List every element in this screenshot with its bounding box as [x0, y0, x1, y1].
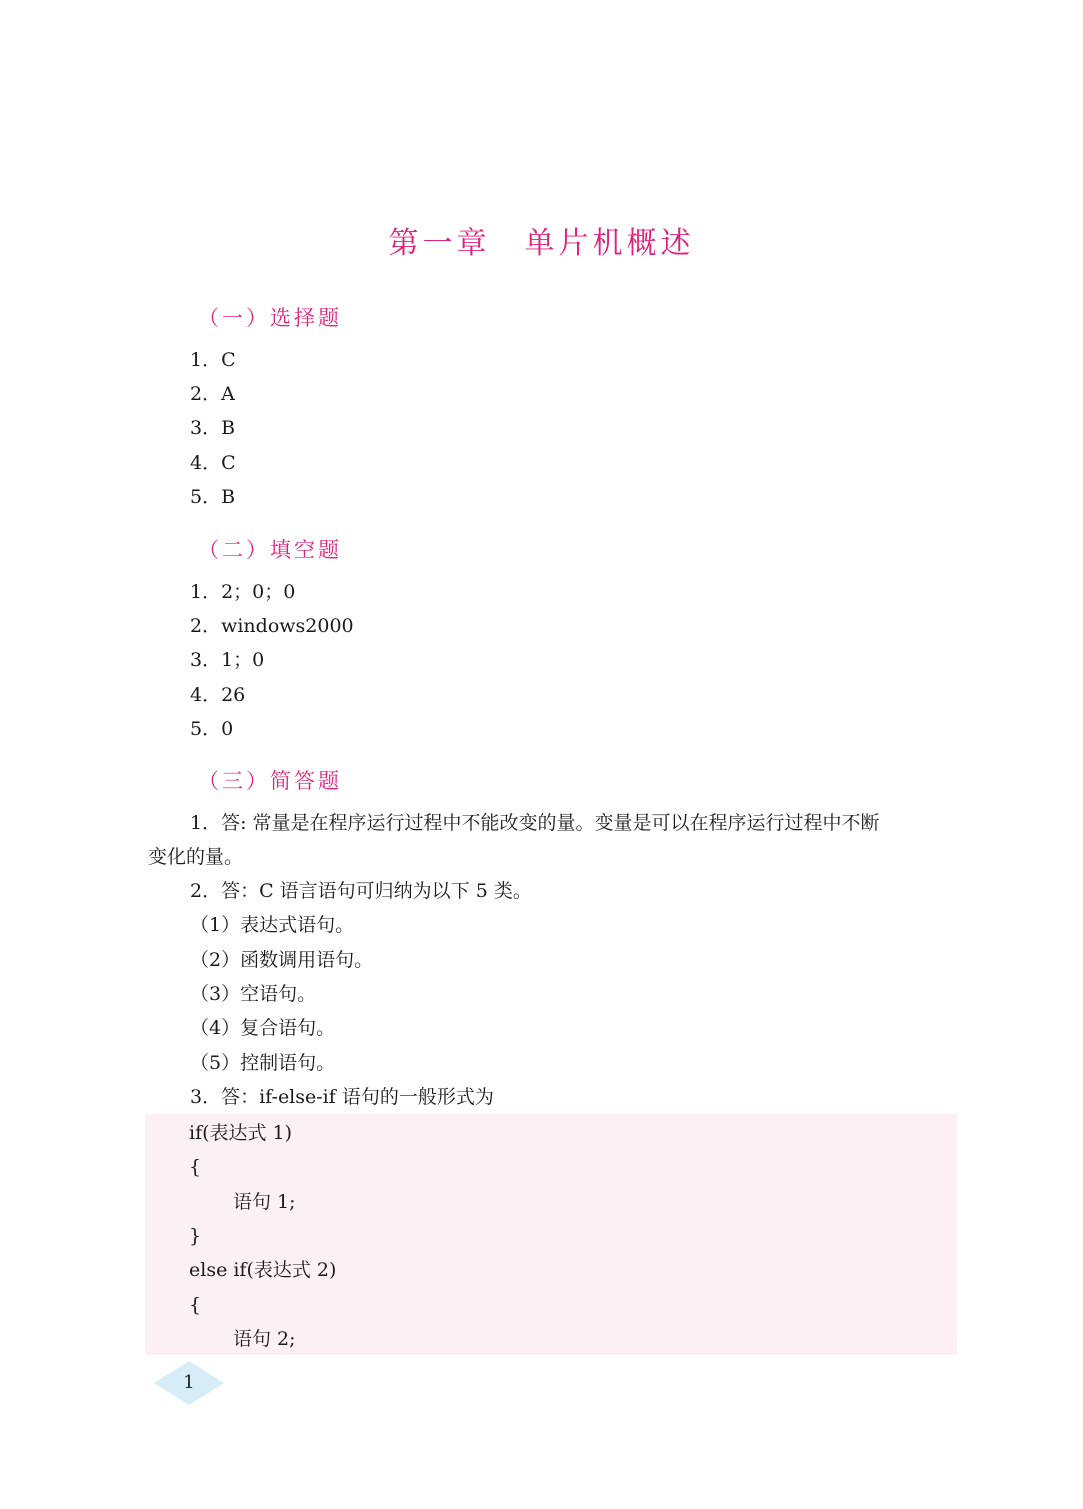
- code-line: 语句 2;: [233, 1328, 296, 1350]
- code-line: {: [189, 1156, 202, 1178]
- page-number: 1: [183, 1372, 195, 1393]
- code-line: if(表达式 1): [189, 1122, 293, 1144]
- answer-item: 4．C: [190, 452, 236, 474]
- answer-sub-item: （5）控制语句。: [190, 1052, 336, 1074]
- answer-item: 2．windows2000: [190, 615, 354, 637]
- answer-paragraph-continuation: 变化的量。: [148, 846, 244, 868]
- answer-item: 3．1；0: [190, 649, 265, 671]
- answer-item: 5．0: [190, 718, 234, 740]
- code-line: else if(表达式 2): [189, 1259, 337, 1281]
- answer-item: 1．2；0；0: [190, 581, 296, 603]
- page-number-badge: [153, 1360, 225, 1406]
- section-heading-fill: （二）填空题: [198, 538, 342, 562]
- answer-paragraph: 1．答: 常量是在程序运行过程中不能改变的量。变量是可以在程序运行过程中不断: [190, 812, 880, 834]
- answer-item: 5．B: [190, 486, 236, 508]
- answer-sub-item: （3）空语句。: [190, 983, 317, 1005]
- code-line: 语句 1;: [233, 1191, 296, 1213]
- answer-paragraph: 2．答：C 语言语句可归纳为以下 5 类。: [190, 880, 532, 902]
- answer-sub-item: （1）表达式语句。: [190, 914, 355, 936]
- answer-sub-item: （4）复合语句。: [190, 1017, 336, 1039]
- section-heading-short-answer: （三）简答题: [198, 769, 342, 793]
- answer-paragraph: 3．答：if-else-if 语句的一般形式为: [190, 1086, 494, 1108]
- chapter-title: 第一章 单片机概述: [388, 226, 695, 261]
- answer-item: 2．A: [190, 383, 235, 405]
- answer-item: 3．B: [190, 417, 236, 439]
- section-heading-choice: （一）选择题: [198, 306, 342, 330]
- answer-item: 1．C: [190, 349, 236, 371]
- code-block: [145, 1114, 957, 1355]
- answer-item: 4．26: [190, 684, 246, 706]
- code-line: }: [189, 1225, 202, 1247]
- answer-sub-item: （2）函数调用语句。: [190, 949, 374, 971]
- code-line: {: [189, 1294, 202, 1316]
